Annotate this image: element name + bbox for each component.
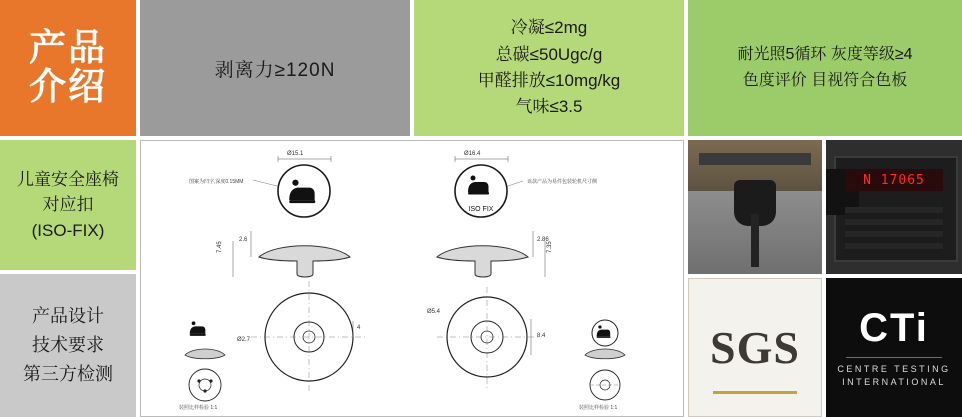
emission-line-3: 甲醛排放≤10mg/kg xyxy=(477,71,621,90)
page-title-line2: 介绍 xyxy=(29,66,107,107)
emission-line-4: 气味≤3.5 xyxy=(515,97,583,117)
dim-left-b: 7.45 xyxy=(217,241,223,253)
page-title xyxy=(29,29,107,107)
rivet-side-mini-right xyxy=(585,349,625,359)
drawing-note-left: 图案为凹字,深度0.15MM xyxy=(189,179,244,185)
cti-logo-subtitle xyxy=(837,363,950,390)
page-title-line1: 产品 xyxy=(29,27,107,69)
cti-sub-line-2: INTERNATIONAL xyxy=(842,377,946,387)
technical-drawing-svg xyxy=(141,141,683,416)
lightfastness-line-1: 耐光照5循环 灰度等级≥4 xyxy=(737,46,913,64)
sgs-logo-text: SGS xyxy=(710,322,800,373)
cti-logo xyxy=(826,278,962,417)
cti-sub-line-1: CENTRE TESTING xyxy=(837,363,951,374)
lightfastness-line-2: 色度评价 目视符合色板 xyxy=(742,72,908,89)
sgs-logo-underline xyxy=(713,391,797,394)
isofix-label-block xyxy=(0,140,136,270)
tester-display-value: N 17065 xyxy=(863,172,925,188)
isofix-label-text xyxy=(17,167,119,244)
dim-right-b: 7.35 xyxy=(547,241,553,253)
cti-logo-cell xyxy=(826,278,962,417)
tester-display xyxy=(845,169,943,190)
design-line-1: 产品设计 xyxy=(32,306,104,327)
design-requirement-label-text xyxy=(23,302,113,388)
scale-label-right: 装照比样检验 1:1 xyxy=(579,405,618,411)
emission-spec-block xyxy=(414,0,684,136)
emission-line-1: 冷凝≤2mg xyxy=(510,18,588,38)
technical-drawing-panel xyxy=(140,140,684,417)
rivet-side-mini-left xyxy=(185,349,225,359)
dim-dia-top-left: Ø15.1 xyxy=(287,151,304,157)
design-requirement-label-block xyxy=(0,274,136,417)
dim-right-a: 2.86 xyxy=(537,237,549,243)
cti-logo-rule xyxy=(846,357,941,358)
peel-strength-text: 剥离力≥120N xyxy=(214,59,336,81)
isofix-badge-text: ISO FIX xyxy=(468,206,494,213)
peel-strength-block xyxy=(140,0,410,136)
photo2-grid xyxy=(845,207,943,253)
design-line-3: 第三方检测 xyxy=(23,363,113,384)
emission-line-2: 总碳≤50Ugc/g xyxy=(495,44,603,64)
photo1-rod xyxy=(751,214,759,268)
dim-small-left: 4 xyxy=(357,325,361,331)
isofix-line-1: 儿童安全座椅 xyxy=(17,169,119,189)
photo-test-rig-2 xyxy=(826,140,962,274)
dim-left-a: 2.6 xyxy=(239,237,248,243)
lightfastness-block xyxy=(688,0,962,136)
scale-label-left: 装照比样检验 1:1 xyxy=(179,405,218,411)
child-seat-icon-small-left xyxy=(190,321,206,335)
dim-dia-bottom-left: Ø2.7 xyxy=(237,337,251,343)
isofix-line-3: (ISO-FIX) xyxy=(31,220,105,240)
photo-test-rig-1 xyxy=(688,140,822,274)
photo1-bar xyxy=(699,153,812,165)
lightfastness-text xyxy=(737,42,912,93)
dim-small-right: 8.4 xyxy=(537,333,546,339)
dim-dia-bottom-right: Ø5.4 xyxy=(427,309,441,315)
drawing-note-right: 该款产品为易件包装轮机尺寸侧 xyxy=(527,179,598,185)
isofix-icon-small-right xyxy=(592,320,618,346)
design-line-2: 技术要求 xyxy=(32,335,104,356)
sgs-logo xyxy=(689,279,821,416)
dim-dia-top-right: Ø16.4 xyxy=(464,151,481,157)
cti-logo-text: CTi xyxy=(859,305,929,350)
isofix-line-2: 对应扣 xyxy=(42,195,94,215)
page-title-block xyxy=(0,0,136,136)
sgs-logo-cell xyxy=(688,278,822,417)
emission-spec-text xyxy=(478,15,621,120)
